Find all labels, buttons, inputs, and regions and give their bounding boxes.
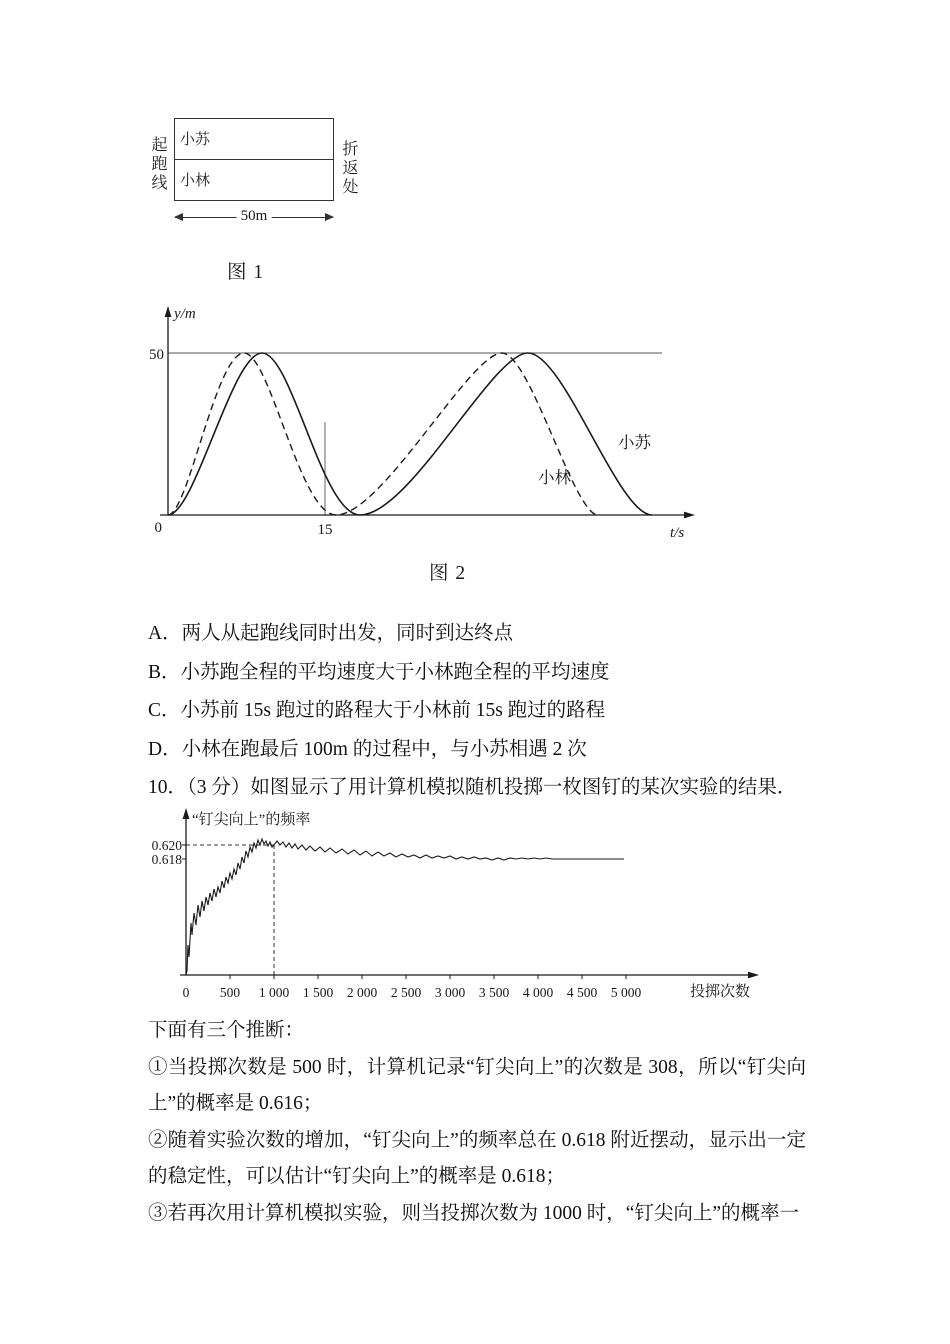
distance-label: 50m [237, 208, 272, 225]
x-tick-1500: 1 500 [302, 985, 334, 1000]
distance-arrow [174, 209, 334, 227]
figure2-distance-time-graph [140, 302, 710, 550]
y-axis-arrow-icon [165, 306, 172, 317]
option-c: C．小苏前 15s 跑过的路程大于小林前 15s 跑过的路程 [148, 700, 606, 721]
y-axis-label: y/m [174, 306, 196, 322]
option-b: B．小苏跑全程的平均速度大于小林跑全程的平均速度 [148, 661, 610, 683]
x-tick-3000: 3 000 [434, 985, 466, 1000]
inference-item-3: ③若再次用计算机模拟实验，则当投掷次数为 1000 时，“钉尖向上”的概率一 [148, 1202, 800, 1224]
inference-intro: 下面有三个推断： [148, 1020, 305, 1041]
option-a: A．两人从起跑线同时出发，同时到达终点 [148, 623, 514, 644]
x-tick-1000: 1 000 [258, 985, 290, 1000]
x-tick-15: 15 [317, 522, 333, 538]
y-tick-50: 50 [149, 347, 164, 363]
x-tick-4000: 4 000 [522, 985, 554, 1000]
freq-y-axis-arrow-icon [183, 808, 190, 819]
solid-curve-xiaosu [168, 353, 652, 515]
origin-label: 0 [154, 520, 162, 536]
x-tick-0: 0 [182, 985, 190, 1000]
track-rectangle [174, 118, 334, 201]
inference-text [148, 1013, 806, 1232]
frequency-chart [140, 805, 790, 1010]
turn-point-label: 折返处 [340, 140, 357, 197]
y-tick-0618: 0.618 [151, 852, 182, 867]
x-tick-4500: 4 500 [566, 985, 598, 1000]
x-axis-arrow-icon [684, 512, 695, 519]
arrowhead-left-icon [174, 213, 183, 221]
y-tick-0620: 0.620 [151, 838, 182, 853]
x-tick-500: 500 [219, 985, 241, 1000]
lane-bottom [175, 160, 333, 201]
figure2-caption: 图 2 [429, 563, 467, 584]
figure1-track-diagram [146, 110, 396, 240]
lane-bottom-label: 小林 [180, 173, 211, 190]
option-d: D．小林在跑最后 100m 的过程中，与小苏相遇 2 次 [148, 738, 587, 760]
freq-x-axis-label: 投掷次数 [690, 984, 751, 1000]
choices-and-question [148, 615, 848, 808]
x-tick-5000: 5 000 [610, 985, 642, 1000]
question-10-stem: 10．（3 分）如图显示了用计算机模拟随机投掷一枚图钉的某次实验的结果． [148, 777, 797, 798]
freq-x-axis-arrow-icon [748, 972, 759, 979]
start-line-label: 起跑线 [149, 136, 166, 193]
inference-item-2: ②随着实验次数的增加，“钉尖向上”的频率总在 0.618 附近摆动，显示出一定的稳定性，可以估计“钉尖向上”的概率是 0.618； [148, 1129, 806, 1187]
frequency-curve [186, 839, 624, 974]
x-tick-3500: 3 500 [478, 985, 510, 1000]
lane-top-label: 小苏 [180, 132, 211, 149]
lane-top [175, 119, 333, 160]
solid-curve-label: 小苏 [618, 433, 651, 452]
figure1-caption: 图 1 [227, 262, 265, 283]
dashed-curve-label: 小林 [538, 468, 571, 487]
dashed-curve-xiaolin [168, 353, 598, 515]
inference-item-1: ①当投掷次数是 500 时，计算机记录“钉尖向上”的次数是 308，所以“钉尖向上”的概率是 0.616； [148, 1056, 806, 1114]
x-axis-label: t/s [670, 525, 685, 541]
x-tick-2000: 2 000 [346, 985, 378, 1000]
x-tick-2500: 2 500 [390, 985, 422, 1000]
freq-chart-title: “钉尖向上”的频率 [192, 812, 311, 828]
arrowhead-right-icon [325, 213, 334, 221]
